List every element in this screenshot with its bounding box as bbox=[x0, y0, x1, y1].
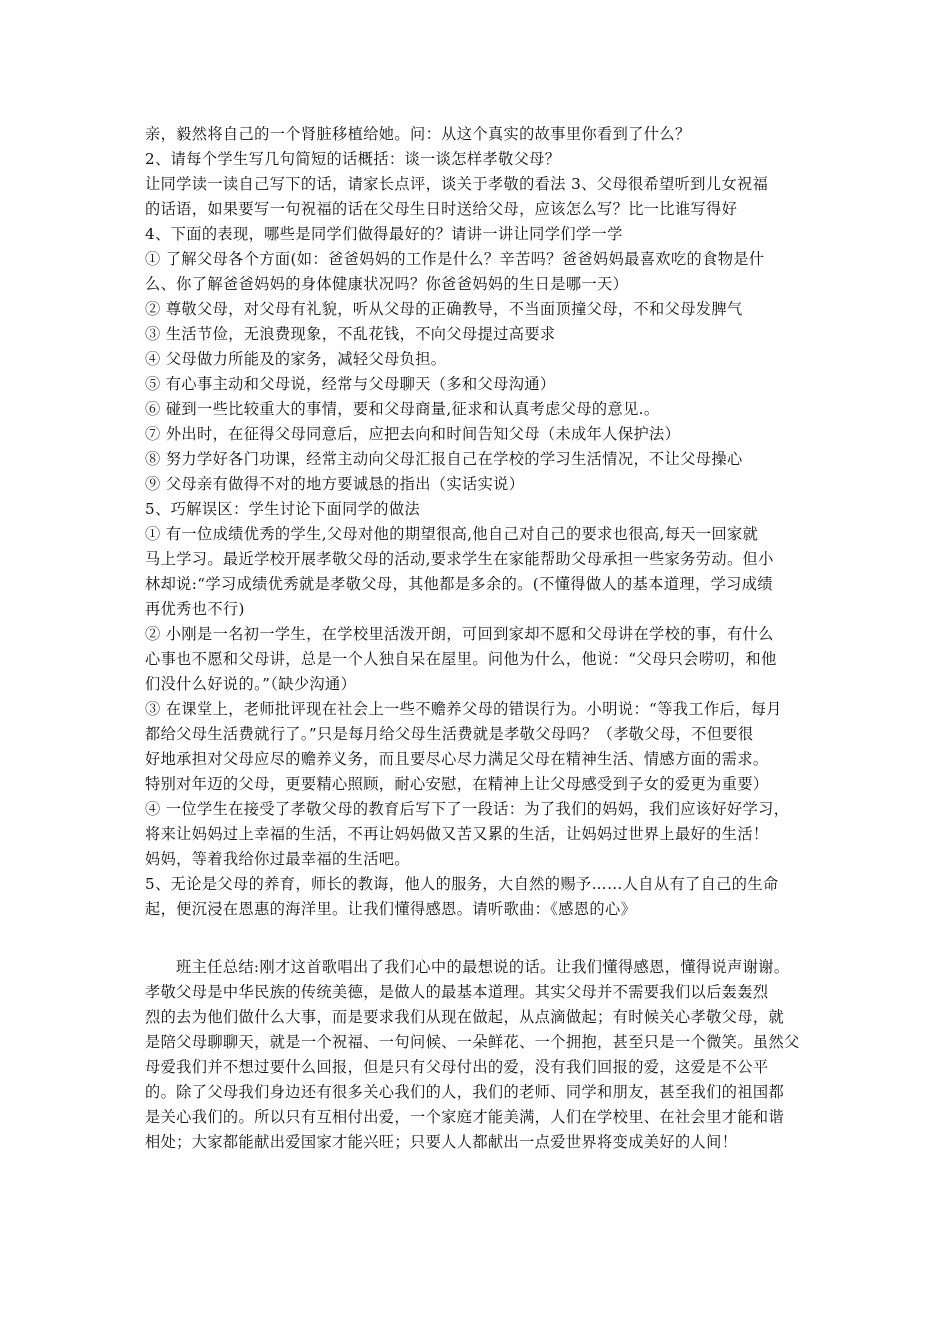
text-line: 2、请每个学生写几句简短的话概括：谈一谈怎样孝敬父母？ bbox=[145, 150, 561, 168]
text-line: ⑦ 外出时，在征得父母同意后，应把去向和时间告知父母（未成年人保护法） bbox=[145, 425, 681, 443]
document-page bbox=[145, 122, 810, 1155]
text-line: 5、巧解误区：学生讨论下面同学的做法 bbox=[145, 500, 421, 518]
text-line: ⑤ 有心事主动和父母说，经常与父母聊天（多和父母沟通） bbox=[145, 375, 556, 393]
text-line: 特别对年迈的父母，更要精心照顾，耐心安慰，在精神上让父母感受到子女的爱更为重要） bbox=[145, 775, 769, 793]
summary-line: 是陪父母聊聊天，就是一个祝福、一句问候、一朵鲜花、一个拥抱，甚至只是一个微笑。虽然父 bbox=[145, 1033, 800, 1051]
text-line: 们没什么好说的。”（缺少沟通） bbox=[145, 675, 357, 693]
text-line: 林却说:“学习成绩优秀就是孝敬父母，其他都是多余的。(不懂得做人的基本道理，学习成绩 bbox=[145, 575, 773, 593]
text-line: ③ 在课堂上，老师批评现在社会上一些不赡养父母的错误行为。小明说：“等我工作后，每月 bbox=[145, 700, 782, 718]
text-line: 么、你了解爸爸妈妈的身体健康状况吗？你爸爸妈妈的生日是哪一天） bbox=[145, 275, 629, 293]
text-line: ⑥ 碰到一些比较重大的事情，要和父母商量,征求和认真考虑父母的意见.。 bbox=[145, 400, 660, 418]
text-line: 4、下面的表现，哪些是同学们做得最好的？请讲一讲让同学们学一学 bbox=[145, 225, 623, 243]
text-line: ④ 一位学生在接受了孝敬父母的教育后写下了一段话：为了我们的妈妈，我们应该好好学习， bbox=[145, 800, 790, 818]
text-line: ⑨ 父母亲有做得不对的地方要诚恳的指出（实话实说） bbox=[145, 475, 525, 493]
text-line: 马上学习。最近学校开展孝敬父母的活动,要求学生在家能帮助父母承担一些家务劳动。但小 bbox=[145, 550, 774, 568]
summary-line: 母爱我们并不想过要什么回报，但是只有父母付出的爱，没有我们回报的爱，这爱是不公平 bbox=[145, 1058, 769, 1076]
text-line: 将来让妈妈过上幸福的生活，不再让妈妈做又苦又累的生活，让妈妈过世界上最好的生活！ bbox=[145, 825, 769, 843]
text-line: 的话语，如果要写一句祝福的话在父母生日时送给父母，应该怎么写？比一比谁写得好 bbox=[145, 200, 738, 218]
summary-line: 烈的去为他们做什么大事，而是要求我们从现在做起，从点滴做起；有时候关心孝敬父母，就 bbox=[145, 1008, 785, 1026]
summary-line: 是关心我们的。所以只有互相付出爱，一个家庭才能美满，人们在学校里、在社会里才能和谐 bbox=[145, 1108, 785, 1126]
text-line: ④ 父母做力所能及的家务，减轻父母负担。 bbox=[145, 350, 447, 368]
text-line: 好地承担对父母应尽的赡养义务，而且要尽心尽力满足父母在精神生活、情感方面的需求。 bbox=[145, 750, 769, 768]
text-line: 再优秀也不行) bbox=[145, 600, 245, 618]
text-line: ② 尊敬父母，对父母有礼貌，听从父母的正确教导，不当面顶撞父母，不和父母发脾气 bbox=[145, 300, 743, 318]
summary-line: 班主任总结:刚才这首歌唱出了我们心中的最想说的话。让我们懂得感恩，懂得说声谢谢。 bbox=[176, 958, 790, 976]
summary-line: 的。除了父母我们身边还有很多关心我们的人，我们的老师、同学和朋友，甚至我们的祖国都 bbox=[145, 1083, 785, 1101]
text-line: 妈妈，等着我给你过最幸福的生活吧。 bbox=[145, 850, 410, 868]
text-line: ③ 生活节俭，无浪费现象，不乱花钱，不向父母提过高要求 bbox=[145, 325, 556, 343]
text-line: 起，便沉浸在恩惠的海洋里。让我们懂得感恩。请听歌曲：《感恩的心》 bbox=[145, 900, 637, 918]
text-line: ② 小刚是一名初一学生，在学校里活泼开朗，可回到家却不愿和父母讲在学校的事，有什么 bbox=[145, 625, 774, 643]
text-line: 都给父母生活费就行了。”只是每月给父母生活费就是孝敬父母吗？（孝敬父母，不但要很 bbox=[145, 725, 754, 743]
paragraph-gap bbox=[145, 922, 810, 955]
text-line: ① 有一位成绩优秀的学生,父母对他的期望很高,他自己对自己的要求也很高,每天一回家就 bbox=[145, 525, 759, 543]
summary-line: 相处；大家都能献出爱国家才能兴旺；只要人人都献出一点爱世界将变成美好的人间！ bbox=[145, 1133, 738, 1151]
text-line: 让同学读一读自己写下的话，请家长点评，谈关于孝敬的看法 3、父母很希望听到儿女祝福 bbox=[145, 175, 769, 193]
text-line: 亲，毅然将自己的一个肾脏移植给她。问：从这个真实的故事里你看到了什么？ bbox=[145, 125, 691, 143]
summary-line: 孝敬父母是中华民族的传统美德，是做人的最基本道理。其实父母并不需要我们以后轰轰烈 bbox=[145, 983, 769, 1001]
text-line: 心事也不愿和父母讲，总是一个人独自呆在屋里。问他为什么，他说：“父母只会唠叨，和他 bbox=[145, 650, 777, 668]
text-line: ⑧ 努力学好各门功课，经常主动向父母汇报自己在学校的学习生活情况，不让父母操心 bbox=[145, 450, 743, 468]
text-line: 5、无论是父母的养育，师长的教诲，他人的服务，大自然的赐予……人自从有了自己的生命 bbox=[145, 875, 779, 893]
text-line: ① 了解父母各个方面(如：爸爸妈妈的工作是什么？辛苦吗？爸爸妈妈最喜欢吃的食物是什 bbox=[145, 250, 765, 268]
